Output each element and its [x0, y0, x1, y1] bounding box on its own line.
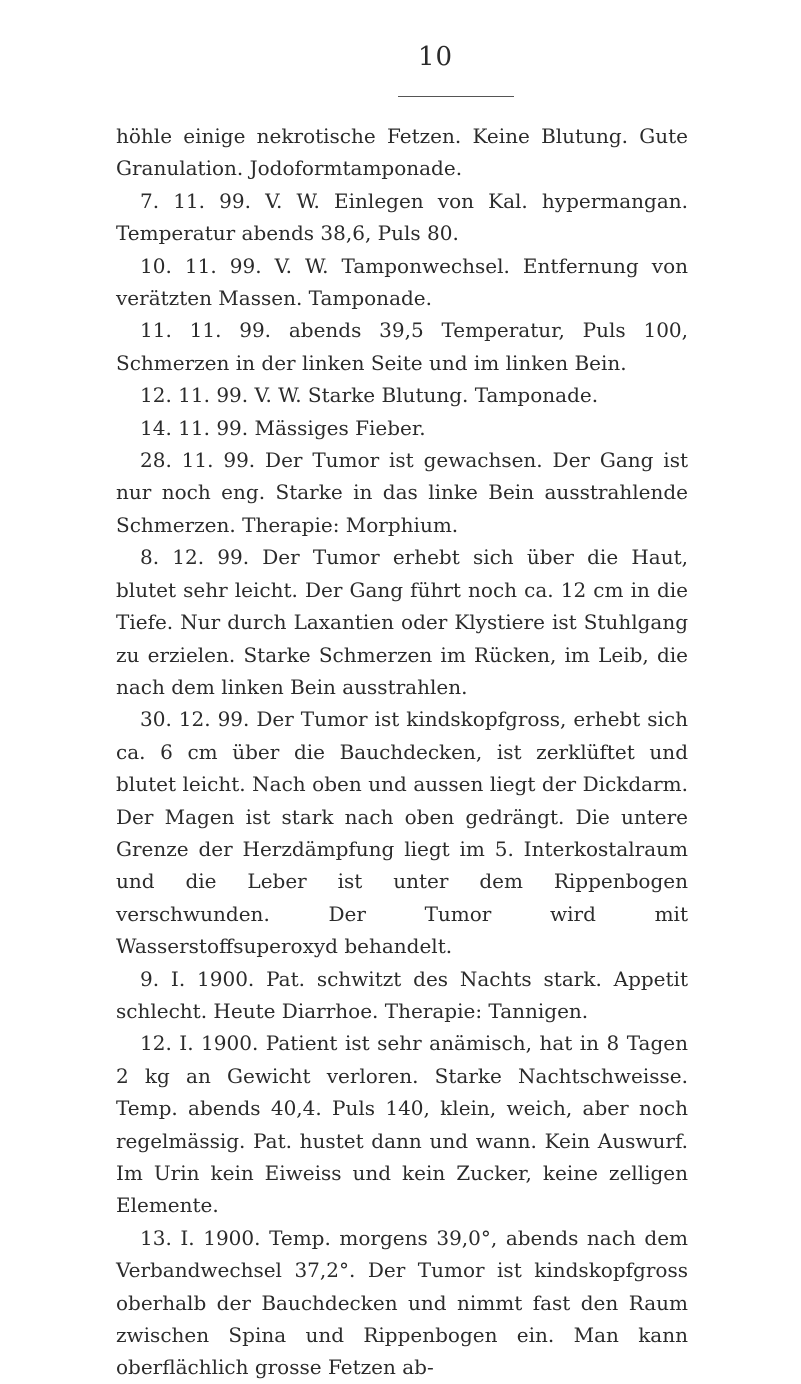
page-number: 10	[418, 42, 454, 72]
body-text	[116, 120, 688, 1384]
entry-10-11-99: 10. 11. 99. V. W. Tamponwechsel. Entfernung von verätzten Massen. Tamponade.	[116, 253, 688, 311]
entry-30-12-99: 30. 12. 99. Der Tumor ist kindskopfgross, erhebt sich ca. 6 cm über die Bauchdecken, ist zerklüftet und blutet leicht. Nach oben und aussen liegt der Dickdarm. Der Magen ist stark nach oben gedrängt. Die untere Grenze der Herzdämpfung liegt im 5. Interkostalraum und die Leber ist unter dem Rippenbogen verschwunden. Der Tumor wird mit Wasserstoffsuperoxyd behandelt.	[116, 707, 688, 959]
entry-12-11-99: 12. 11. 99. V. W. Starke Blutung. Tamponade.	[140, 383, 599, 408]
header-rule	[398, 96, 514, 97]
entry-12-1-1900: 12. I. 1900. Patient ist sehr anämisch, hat in 8 Tagen 2 kg an Gewicht verloren. Starke Nachtschweisse. Temp. abends 40,4. Puls 140, klein, weich, aber noch regelmässig. Pat. hustet dann und wann. Kein Auswurf. Im Urin kein Eiweiss und kein Zucker, keine zelligen Elemente.	[116, 1031, 688, 1218]
entry-28-11-99: 28. 11. 99. Der Tumor ist gewachsen. Der Gang ist nur noch eng. Starke in das linke Bein ausstrahlende Schmerzen. Therapie: Morphium.	[116, 448, 688, 537]
entry-9-1-1900: 9. I. 1900. Pat. schwitzt des Nachts stark. Appetit schlecht. Heute Diarrhoe. Therapie: Tannigen.	[116, 966, 688, 1023]
entry-11-11-99: 11. 11. 99. abends 39,5 Temperatur, Puls 100, Schmerzen in der linken Seite und im linken Bein.	[116, 318, 688, 375]
paragraph-continuation: höhle einige nekrotische Fetzen. Keine Blutung. Gute Granulation. Jodoformtamponade.	[116, 124, 688, 181]
entry-1911-99: 7. 11. 99. V. W. Einlegen von Kal. hypermangan. Temperatur abends 38,6, Puls 80.	[116, 188, 688, 246]
entry-8-12-99: 8. 12. 99. Der Tumor erhebt sich über die Haut, blutet sehr leicht. Der Gang führt noch ca. 12 cm in die Tiefe. Nur durch Laxantien oder Klystiere ist Stuhlgang zu erzielen. Starke Schmerzen im Rücken, im Leib, die nach dem linken Bein ausstrahlen.	[116, 545, 688, 699]
entry-13-1-1900: 13. I. 1900. Temp. morgens 39,0°, abends nach dem Verbandwechsel 37,2°. Der Tumor ist kindskopfgross oberhalb der Bauchdecken und nimmt fast den Raum zwischen Spina und Rippenbogen ein. Man kann oberflächlich grosse Fetzen ab-	[116, 1225, 688, 1380]
entry-14-11-99: 14. 11. 99. Mässiges Fieber.	[140, 415, 426, 440]
